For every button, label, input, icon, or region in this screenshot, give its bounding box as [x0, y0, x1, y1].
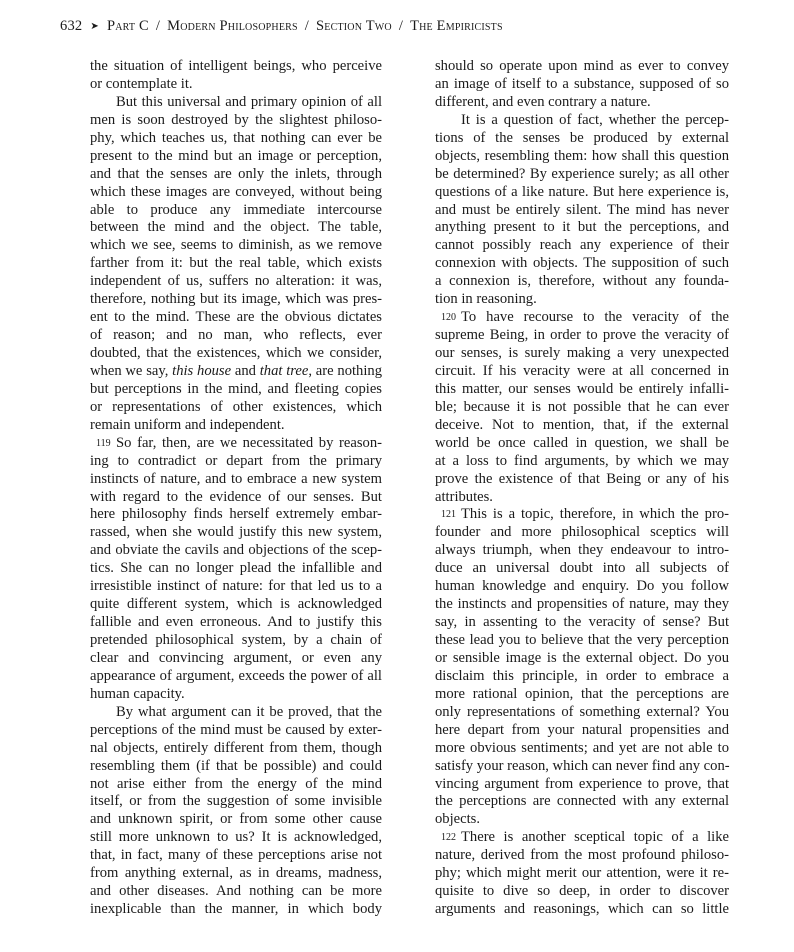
- line-text: attributes.: [435, 488, 493, 505]
- text-line: [90, 811, 382, 829]
- text-line: [90, 327, 382, 345]
- line-text: But this universal and primary opinion of all: [116, 93, 382, 110]
- line-text: but perceptions in the mind, and fleeting copies: [90, 380, 382, 397]
- line-text: nal objects, entirely different from them, though: [90, 739, 382, 756]
- text-fragment: and: [231, 362, 260, 379]
- text-line: [435, 668, 729, 686]
- line-text: not arise either from the energy of the mind: [90, 775, 382, 792]
- line-text: phy, which teaches us, that nothing can ever be: [90, 129, 382, 146]
- line-text: By what argument can it be proved, that the: [116, 703, 382, 720]
- line-text: cannot possibly reach any experience of their: [435, 237, 729, 254]
- line-text: a connexion is, therefore, without any founda-: [435, 273, 729, 290]
- text-line: [435, 148, 729, 166]
- text-line: [90, 291, 382, 309]
- line-text: this matter, our senses would be entirely infalli-: [435, 380, 729, 397]
- text-line: [90, 453, 382, 471]
- text-line: [435, 901, 729, 919]
- line-text: between the mind and the object. The table,: [90, 219, 382, 236]
- text-line: [435, 776, 729, 794]
- line-text: men is soon destroyed by the slightest philoso-: [90, 111, 382, 128]
- text-line: [90, 829, 382, 847]
- line-text: resembling them (if that be possible) and could: [90, 757, 382, 774]
- line-text: independent of us, suffers no alteration: it was,: [90, 273, 382, 290]
- text-line: [435, 219, 729, 237]
- page-number: 632: [60, 18, 83, 34]
- italic-phrase: that tree: [259, 362, 309, 379]
- text-line: [90, 560, 382, 578]
- line-text: disclaim this principle, in order to embrace a: [435, 667, 729, 684]
- line-text: with regard to the evidence of our senses. But: [90, 488, 382, 505]
- text-line: [90, 722, 382, 740]
- line-text: fallible and even erroneous. And to justify this: [90, 614, 382, 631]
- text-line: [435, 506, 729, 524]
- text-line: [435, 471, 729, 489]
- text-line: [435, 291, 729, 309]
- line-text: supreme Being, in order to prove the veracity of: [435, 327, 729, 344]
- text-line: [435, 255, 729, 273]
- text-line: [435, 722, 729, 740]
- line-text: always triumph, when they endeavour to intro-: [435, 542, 729, 559]
- line-text: This is a topic, therefore, in which the pro-: [461, 506, 729, 523]
- line-text: There is another sceptical topic of a like: [461, 829, 729, 846]
- line-text: objects, resembling them: how shall this question: [435, 147, 729, 164]
- line-text: world be once called in question, we shall be: [435, 434, 729, 451]
- text-line: [90, 399, 382, 417]
- line-text: different, and even contrary a nature.: [435, 93, 651, 110]
- line-text: the instincts and propensities of nature, may they: [435, 596, 729, 613]
- text-line: [90, 345, 382, 363]
- line-text: ing to contradict or depart from the primary: [90, 452, 382, 469]
- line-text: of reason; and no man, who reflects, ever: [90, 327, 382, 344]
- text-line: [90, 578, 382, 596]
- text-line: [90, 148, 382, 166]
- text-line: [90, 309, 382, 327]
- text-line: [435, 184, 729, 202]
- text-line: [435, 793, 729, 811]
- text-line: [90, 166, 382, 184]
- text-line: [435, 309, 729, 327]
- line-text: prove the existence of that Being or any of his: [435, 470, 729, 487]
- text-line: [90, 632, 382, 650]
- line-text: present to the mind but an image or perception,: [90, 147, 382, 164]
- line-text: connexion with objects. The supposition of such: [435, 255, 729, 272]
- line-text: duce an universal doubt into all subjects of: [435, 560, 729, 577]
- text-line: [90, 650, 382, 668]
- line-text: tics. She can no longer plead the infallible and: [90, 560, 382, 577]
- paragraph-number: 121: [441, 509, 456, 521]
- text-line: [90, 686, 382, 704]
- line-text: that, in fact, many of these perceptions arise not: [90, 847, 382, 864]
- text-line: [435, 345, 729, 363]
- text-line: [435, 489, 729, 507]
- line-text: which we see, seems to diminish, as we remove: [90, 237, 382, 254]
- line-text: an image of itself to a substance, supposed of so: [435, 75, 729, 92]
- text-line: [90, 417, 382, 435]
- header-separator: /: [155, 18, 161, 34]
- italic-phrase: this house: [172, 362, 232, 379]
- line-text: irresistible instinct of nature: for that led us to a: [90, 578, 382, 595]
- line-text: perceptions of the mind must be caused by exter-: [90, 721, 382, 738]
- paragraph-number: 122: [441, 832, 456, 844]
- part-title: Modern Philosophers: [167, 18, 298, 34]
- text-line: [435, 453, 729, 471]
- text-line: [90, 758, 382, 776]
- line-text: So far, then, are we necessitated by reason-: [116, 434, 382, 451]
- text-line: [90, 596, 382, 614]
- text-line: [435, 542, 729, 560]
- line-text: and unknown spirit, or from some other cause: [90, 811, 382, 828]
- text-line: [435, 632, 729, 650]
- running-header: [60, 18, 503, 35]
- line-text: To have recourse to the veracity of the: [461, 309, 729, 326]
- text-line: [90, 381, 382, 399]
- text-line: [90, 130, 382, 148]
- text-line: [435, 94, 729, 112]
- text-line: [435, 883, 729, 901]
- line-text: questions of a like nature. But here experience is,: [435, 183, 729, 200]
- line-text: deceive. Not to mention, that, if the external: [435, 416, 729, 433]
- text-line: [90, 668, 382, 686]
- line-text: human knowledge and enquiry. Do you follow: [435, 578, 729, 595]
- line-text: ent to the mind. These are the obvious dictates: [90, 309, 382, 326]
- line-text: only representations of something external? You: [435, 703, 729, 720]
- text-line: [435, 130, 729, 148]
- text-line: [435, 686, 729, 704]
- right-text-column: [435, 58, 729, 919]
- header-separator: /: [398, 18, 404, 34]
- text-line: [90, 776, 382, 794]
- line-text: instincts of nature, and to embrace a new system: [90, 470, 382, 487]
- text-line: [90, 704, 382, 722]
- line-text: say, in assenting to the veracity of sense? But: [435, 614, 729, 631]
- line-text: arguments and reasonings, which can so little: [435, 901, 729, 918]
- text-line: [90, 793, 382, 811]
- line-text: pretended philosophical system, by a chain of: [90, 632, 382, 648]
- line-text: or contemplate it.: [90, 75, 193, 92]
- text-line: [90, 363, 382, 381]
- text-line: [90, 94, 382, 112]
- text-line: [435, 435, 729, 453]
- line-text: and that the senses are only the inlets, through: [90, 165, 382, 182]
- text-line: [435, 560, 729, 578]
- line-text: from anything external, as in dreams, madness,: [90, 865, 382, 882]
- text-line: [435, 758, 729, 776]
- line-text: appearance of argument, exceeds the power of all: [90, 667, 382, 684]
- line-text: able to produce any immediate intercourse: [90, 201, 382, 218]
- header-separator: /: [304, 18, 310, 34]
- part-label: Part C: [106, 18, 149, 34]
- text-line: [435, 524, 729, 542]
- text-line: [90, 184, 382, 202]
- line-text: and other diseases. And nothing can be more: [90, 883, 382, 900]
- line-text: rassed, when she would justify this new system,: [90, 524, 382, 541]
- line-text: the situation of intelligent beings, who perceive: [90, 58, 382, 74]
- text-fragment: when we say,: [90, 362, 173, 379]
- text-line: [90, 883, 382, 901]
- text-line: [90, 542, 382, 560]
- line-text: which these images are conveyed, without being: [90, 183, 382, 200]
- text-line: [90, 865, 382, 883]
- text-line: [435, 202, 729, 220]
- line-text: phy; which might merit our attention, were it re-: [435, 865, 729, 882]
- line-text: quite different system, which is acknowledged: [90, 596, 382, 613]
- line-text: objects.: [435, 811, 480, 828]
- text-line: [435, 417, 729, 435]
- text-line: [435, 865, 729, 883]
- line-text: itself, or from the suggestion of some invisible: [90, 793, 382, 810]
- text-line: [435, 273, 729, 291]
- line-text: It is a question of fact, whether the percep-: [461, 111, 729, 128]
- text-line: [90, 219, 382, 237]
- text-line: [90, 112, 382, 130]
- line-text: these lead you to believe that the very perception: [435, 632, 729, 648]
- text-line: [435, 829, 729, 847]
- line-text: satisfy your reason, which can never find any con-: [435, 757, 730, 774]
- text-line: [435, 381, 729, 399]
- line-text: or representations of other existences, which: [90, 398, 382, 415]
- text-fragment: , are nothing: [308, 362, 383, 379]
- line-text: circuit. If his veracity were at all concerned in: [435, 362, 729, 379]
- text-line: [90, 58, 382, 76]
- section-label: Section Two: [316, 18, 392, 34]
- text-line: [90, 202, 382, 220]
- line-text: tions of the senses be produced by external: [435, 129, 729, 146]
- left-text-column: [90, 58, 382, 919]
- line-text: inexplicable than the manner, in which body: [90, 901, 382, 918]
- text-line: [435, 237, 729, 255]
- line-text: doubted, that the existences, which we consider,: [90, 345, 382, 361]
- line-text: remain uniform and independent.: [90, 416, 285, 433]
- text-line: [90, 435, 382, 453]
- text-line: [90, 740, 382, 758]
- text-line: [90, 901, 382, 919]
- line-text: the perceptions are connected with any external: [435, 793, 729, 810]
- line-text: farther from it: but the real table, which exists: [90, 255, 382, 272]
- line-text: more rational opinion, that the perceptions are: [435, 685, 729, 702]
- text-line: [90, 506, 382, 524]
- line-text: quisite to dive so deep, in order to discover: [435, 883, 729, 900]
- line-text: at a loss to find arguments, by which we may: [435, 452, 729, 469]
- text-line: [435, 811, 729, 829]
- text-line: [90, 614, 382, 632]
- line-text: more obvious sentiments; and yet are not able to: [435, 739, 729, 756]
- text-line: [90, 471, 382, 489]
- line-text: tion in reasoning.: [435, 291, 537, 308]
- text-line: [435, 327, 729, 345]
- text-line: [435, 614, 729, 632]
- text-line: [90, 524, 382, 542]
- line-text: anything present to it but the perceptions, and: [435, 219, 729, 236]
- paragraph-number: 119: [96, 437, 111, 449]
- text-line: [435, 76, 729, 94]
- text-line: [435, 58, 729, 76]
- paragraph-number: 120: [441, 312, 456, 324]
- text-line: [435, 650, 729, 668]
- text-line: [435, 847, 729, 865]
- line-text: clear and convincing argument, or even any: [90, 649, 382, 666]
- line-text: founder and more philosophical sceptics will: [435, 524, 729, 541]
- line-text: should so operate upon mind as ever to convey: [435, 58, 729, 74]
- text-line: [90, 237, 382, 255]
- text-line: [90, 76, 382, 94]
- line-text: here philosophy finds herself extremely embar-: [90, 506, 382, 523]
- text-line: [90, 255, 382, 273]
- text-line: [90, 847, 382, 865]
- line-text: our senses, is surely making a very unexpected: [435, 345, 729, 361]
- text-line: [90, 489, 382, 507]
- line-text: nature, derived from the most profound philoso-: [435, 847, 729, 864]
- line-text: therefore, nothing but its image, which was pres-: [90, 291, 382, 308]
- text-line: [435, 740, 729, 758]
- text-line: [435, 363, 729, 381]
- text-line: [435, 112, 729, 130]
- text-line: [435, 704, 729, 722]
- line-text: and must be entirely silent. The mind has never: [435, 201, 729, 218]
- line-text: here depart from your natural propensities and: [435, 721, 729, 738]
- text-line: [435, 578, 729, 596]
- arrow-right-icon: ➤: [90, 21, 99, 32]
- line-text: and obviate the cavils and objections of the scep-: [90, 542, 382, 559]
- line-text: still more unknown to us? It is acknowledged,: [90, 829, 382, 846]
- text-line: [435, 399, 729, 417]
- line-text: or sensible image is the external object. Do you: [435, 649, 729, 666]
- line-text: ble; because it is not possible that he can ever: [435, 398, 729, 415]
- section-title: The Empiricists: [410, 18, 503, 34]
- line-text: human capacity.: [90, 685, 185, 702]
- text-line: [435, 596, 729, 614]
- text-line: [435, 166, 729, 184]
- text-line: [90, 273, 382, 291]
- line-text: vincing argument from experience to prove, that: [435, 775, 729, 792]
- line-text: be determined? By experience surely; as all other: [435, 165, 729, 182]
